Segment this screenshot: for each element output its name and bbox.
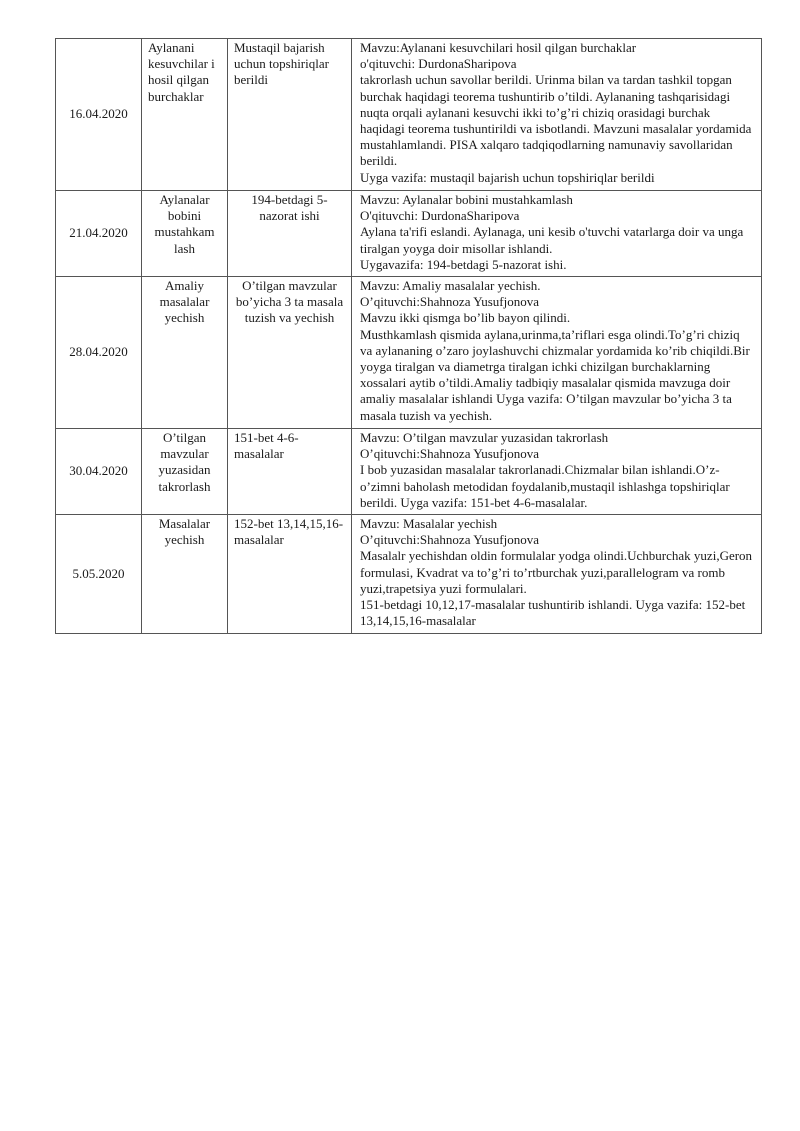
desc-line: O'qituvchi: DurdonaSharipova [360, 208, 520, 224]
desc-line: 151-betdagi 10,12,17-masalalar tushuntirib ishlandi. Uyga vazifa: 152-bet 13,14,15,16-masalalar [360, 597, 746, 629]
desc-line: Mavzu: O’tilgan mavzular yuzasidan takrorlash [360, 430, 609, 445]
desc-line: Uygavazifa: 194-betdagi 5-nazorat ishi. [360, 256, 567, 272]
topic-cell: Amaliy masalalar yechish [142, 277, 228, 429]
date-cell: 30.04.2020 [56, 429, 142, 515]
desc-line: O’qituvchi:Shahnoza Yusufjonova [360, 446, 539, 462]
date-cell: 16.04.2020 [56, 39, 142, 191]
task-cell: 151-bet 4-6-masalalar [228, 429, 352, 515]
date-cell: 21.04.2020 [56, 191, 142, 277]
desc-line: Mavzu ikki qismga bo’lib bayon qilindi. [360, 310, 571, 326]
topic-cell: Masalalar yechish [142, 515, 228, 634]
description-cell [352, 277, 762, 429]
task-cell: 152-bet 13,14,15,16-masalalar [228, 515, 352, 634]
desc-line: Mavzu: Aylanalar bobini mustahkamlash [360, 192, 573, 207]
desc-line: O’qituvchi:Shahnoza Yusufjonova [360, 532, 539, 548]
lesson-log-table [55, 38, 762, 634]
description-cell [352, 191, 762, 277]
date-cell: 5.05.2020 [56, 515, 142, 634]
table-row [56, 39, 762, 191]
topic-cell: Aylanani kesuvchilar i hosil qilgan burchaklar [142, 39, 228, 191]
description-cell [352, 429, 762, 515]
table-row [56, 277, 762, 429]
desc-line: O’qituvchi:Shahnoza Yusufjonova [360, 294, 539, 310]
table-row [56, 429, 762, 515]
desc-line: o'qituvchi: DurdonaSharipova [360, 56, 517, 72]
desc-line: Mavzu: Amaliy masalalar yechish. [360, 278, 541, 293]
description-cell [352, 39, 762, 191]
topic-cell: Aylanalar bobini mustahkam lash [142, 191, 228, 277]
desc-line: Mavzu:Aylanani kesuvchilari hosil qilgan burchaklar [360, 40, 637, 55]
date-cell: 28.04.2020 [56, 277, 142, 429]
desc-line: Musthkamlash qismida aylana,urinma,ta’riflari esga olindi.To’g’ri chiziq va aylananing o’zaro joylashuvchi chizmalar yordamida ko’rib chiqildi.Bir yoyga tiralgan va diametrga tiralgan ichki chizilgan burchaklarning xossalari aytib o’tildi.Amaliy tadbiqiy masalalar qismida mavzuga doir amaliy masalalar ishlandi Uyga vazifa: O’tilgan mavzular bo’yicha 3 ta masala tuzish va yechish. [360, 326, 750, 423]
document-page [55, 38, 761, 634]
desc-line: Aylana ta'rifi eslandi. Aylanaga, uni kesib o'tuvchi vatarlarga doir va unga tiralgan yoyga doir misollar ishlandi. [360, 224, 744, 256]
desc-line: I bob yuzasidan masalalar takrorlanadi.Chizmalar bilan ishlandi.O’z-o’zimni baholash metodidan foydalanib,mustaqil ishlashga topshiriqlar berildi. Uyga vazifa: 151-bet 4-6-masalalar. [360, 462, 730, 510]
task-cell: O’tilgan mavzular bo’yicha 3 ta masala tuzish va yechish [228, 277, 352, 429]
table-row [56, 191, 762, 277]
table-row [56, 515, 762, 634]
desc-line: Uyga vazifa: mustaqil bajarish uchun topshiriqlar berildi [360, 169, 655, 185]
description-cell [352, 515, 762, 634]
desc-line: Mavzu: Masalalar yechish [360, 516, 498, 531]
desc-line: Masalalr yechishdan oldin formulalar yodga olindi.Uchburchak yuzi,Geron formulasi, Kvadrat va to’g’ri to’rtburchak yuzi,parallelogram va romb yuzi,trapetsiya yuzi formulalari. [360, 548, 753, 596]
task-cell: Mustaqil bajarish uchun topshiriqlar berildi [228, 39, 352, 191]
task-cell: 194-betdagi 5-nazorat ishi [228, 191, 352, 277]
desc-line: takrorlash uchun savollar berildi. Urinma bilan va tardan tashkil topgan burchak haqidagi teorema tushuntirib o’tildi. Aylananing tashqarisidagi nuqta orqali aylanani kesuvchi ikki to’g’ri chiziq orasidagi burchak haqidagi teorema tushuntirildi va isbotlandi. Mavzuni masalalar yordamida mustahlamlandi. PISA xalqaro tadqiqodlarning namunaviy savollaridan berildi. [360, 72, 752, 169]
topic-cell: O’tilgan mavzular yuzasidan takrorlash [142, 429, 228, 515]
